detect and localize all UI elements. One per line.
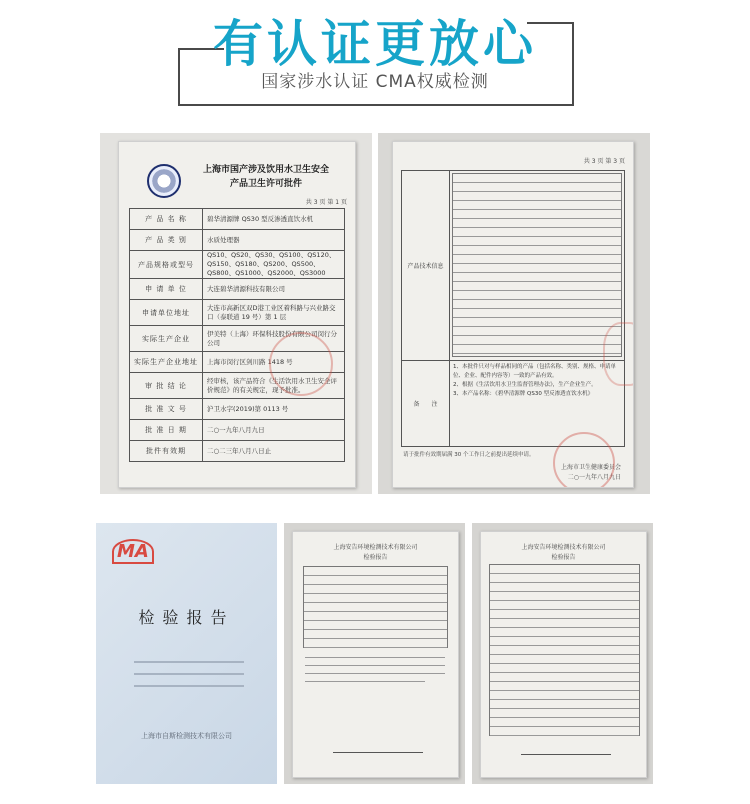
- permit-row-value: QS10、QS20、QS30、QS100、QS120、QS150、QS180、QS200、QS500、QS800、QS1000、QS2000、QS3000: [203, 251, 345, 279]
- grid-row: [453, 327, 621, 336]
- permit-photo: [100, 133, 372, 494]
- permit-row-label: 实际生产企业: [130, 326, 203, 352]
- permit-row: [130, 300, 345, 326]
- permit-row: [130, 230, 345, 251]
- grid-row: [453, 318, 621, 327]
- tech-info-data-cell: [450, 171, 625, 361]
- permit-title-line2: 产品卫生许可批件: [229, 179, 302, 189]
- permit-row-value: 大连碧华清源科技有限公司: [203, 279, 345, 300]
- grid-row: [490, 574, 639, 583]
- permit-row-label: 产品规格或型号: [130, 251, 203, 279]
- permit-row-label: 申 请 单 位: [130, 279, 203, 300]
- tech-page-number: 共 3 页 第 3 页: [583, 158, 625, 165]
- grid-row: [453, 336, 621, 345]
- tech-issuer: 上海市卫生健康委员会: [560, 464, 621, 471]
- permit-row-value: 水质处理器: [203, 230, 345, 251]
- permit-row-label: 产 品 类 别: [130, 230, 203, 251]
- permit-row: [130, 209, 345, 230]
- report-cover-document: [96, 523, 277, 784]
- grid-row: [453, 345, 621, 354]
- grid-row: [304, 585, 447, 594]
- national-emblem-seal: [147, 164, 181, 198]
- grid-row: [453, 219, 621, 228]
- grid-row: [453, 246, 621, 255]
- permit-row-label: 批件有效期: [130, 441, 203, 462]
- cma-logo-text: MA: [112, 539, 154, 564]
- report2-text-line-1: [305, 657, 445, 658]
- grid-row: [490, 637, 639, 646]
- grid-row: [453, 273, 621, 282]
- grid-row: [453, 309, 621, 318]
- grid-row: [304, 594, 447, 603]
- report2-info-table: [303, 566, 448, 648]
- permit-document: [118, 141, 356, 488]
- permit-row: [130, 441, 345, 462]
- permit-row-label: 申请单位地址: [130, 300, 203, 326]
- permit-red-stamp: [269, 332, 333, 396]
- report2-signature-line: [333, 752, 423, 753]
- tech-red-stamp: [553, 432, 615, 488]
- tech-footer-note: 请于批件有效期届满 30 个工作日之前提出延续申请。: [403, 452, 535, 458]
- page-title: 有认证更放心: [213, 15, 537, 73]
- grid-row: [304, 576, 447, 585]
- grid-row: [453, 174, 621, 183]
- permit-row-value: 大连市高新区双D港工业区着科路与兴业路交口（泰联道 19 号）第 1 层: [203, 300, 345, 326]
- grid-row: [490, 628, 639, 637]
- grid-row: [490, 718, 639, 727]
- grid-row: [490, 655, 639, 664]
- remark-3: 3、本产品名称：《碧华清源牌 QS30 型反渗透直饮水机》: [453, 391, 594, 397]
- grid-row: [490, 727, 639, 736]
- cover-info-line-2: [134, 673, 244, 675]
- grid-row: [490, 691, 639, 700]
- report2-text-line-4: [305, 681, 425, 682]
- grid-row: [490, 646, 639, 655]
- grid-row: [304, 603, 447, 612]
- grid-row: [490, 682, 639, 691]
- report2-text-line-2: [305, 665, 445, 666]
- permit-row-value: 二○一九年八月九日: [203, 420, 345, 441]
- permit-row: [130, 279, 345, 300]
- grid-row: [304, 639, 447, 648]
- permit-row-value: 上海市闵行区剑川路 1418 号: [203, 352, 345, 373]
- report-page3-document: [480, 531, 647, 778]
- grid-row: [453, 192, 621, 201]
- permit-row-label: 批 准 日 期: [130, 420, 203, 441]
- permit-row-value: 经审核，该产品符合《生活饮用水卫生安全评价规范》的有关规定，现予批准。: [203, 373, 345, 399]
- cover-info-line-1: [134, 661, 244, 663]
- grid-row: [453, 228, 621, 237]
- permit-row-value: 伊美特（上海）环保科技股份有限公司闵行分公司: [203, 326, 345, 352]
- grid-row: [490, 664, 639, 673]
- page-subtitle: 国家涉水认证 CMA权威检测: [261, 72, 489, 92]
- permit-row: [130, 399, 345, 420]
- grid-row: [304, 621, 447, 630]
- tech-remarks-cell: [450, 361, 625, 447]
- cover-info-line-3: [134, 685, 244, 687]
- grid-row: [453, 237, 621, 246]
- report-cover-org: 上海市自斯检测技术有限公司: [141, 732, 232, 740]
- grid-row: [490, 565, 639, 574]
- permit-row: [130, 420, 345, 441]
- cma-logo: [112, 541, 154, 562]
- permit-row-value: 碧华清源牌 QS30 型反渗透直饮水机: [203, 209, 345, 230]
- tech-table: [401, 170, 625, 447]
- grid-row: [304, 630, 447, 639]
- grid-row: [453, 282, 621, 291]
- report-page3-photo: [472, 523, 653, 784]
- grid-row: [453, 300, 621, 309]
- tech-info-label: 产品技术信息: [402, 171, 450, 361]
- permit-page-number: 共 3 页 第 1 页: [305, 199, 347, 206]
- report3-org-title: 上海安告环境检测技术有限公司: [521, 544, 606, 551]
- permit-title-line1: 上海市国产涉及饮用水卫生安全: [202, 165, 329, 175]
- tech-info-document: [392, 141, 634, 488]
- grid-row: [453, 210, 621, 219]
- grid-row: [490, 610, 639, 619]
- grid-row: [490, 709, 639, 718]
- report3-result-table: [489, 564, 640, 736]
- report2-doc-title: 检验报告: [363, 554, 388, 561]
- report3-doc-title: 检验报告: [551, 554, 576, 561]
- grid-row: [490, 619, 639, 628]
- grid-row: [490, 673, 639, 682]
- remark-2: 2、根据《生活饮用水卫生监督管理办法》，生产企业生产。: [453, 382, 597, 388]
- report-cover-photo: [96, 523, 277, 784]
- report2-org-title: 上海安告环境检测技术有限公司: [333, 544, 418, 551]
- permit-row-value: 沪卫水字(2019)第 0113 号: [203, 399, 345, 420]
- grid-row: [453, 264, 621, 273]
- grid-row: [453, 183, 621, 192]
- permit-row-value: 二○二三年八月八日止: [203, 441, 345, 462]
- tech-data-grid: [452, 173, 622, 357]
- tech-info-photo: [378, 133, 650, 494]
- grid-row: [490, 592, 639, 601]
- frame-bottom: [178, 104, 573, 106]
- report2-text-line-3: [305, 673, 445, 674]
- permit-row-label: 审 批 结 论: [130, 373, 203, 399]
- grid-row: [453, 291, 621, 300]
- grid-row: [304, 567, 447, 576]
- permit-row-label: 实际生产企业地址: [130, 352, 203, 373]
- report3-signature-line: [521, 754, 611, 755]
- grid-row: [304, 612, 447, 621]
- tech-remarks-label: 备 注: [402, 361, 450, 447]
- permit-row-label: 批 准 文 号: [130, 399, 203, 420]
- permit-row-label: 产 品 名 称: [130, 209, 203, 230]
- grid-row: [490, 700, 639, 709]
- permit-row: [130, 251, 345, 279]
- report-page2-document: [292, 531, 459, 778]
- grid-row: [453, 201, 621, 210]
- grid-row: [490, 601, 639, 610]
- tech-side-stamp: [603, 322, 634, 386]
- tech-issue-date: 二○一九年八月九日: [567, 474, 621, 481]
- report-page2-photo: [284, 523, 465, 784]
- grid-row: [453, 255, 621, 264]
- grid-row: [490, 583, 639, 592]
- remark-1: 1、本批件只对与样品相同的产品（包括名称、类别、规格、申请单位、企业、配件内容等）一致的产品有效。: [453, 364, 617, 379]
- report-cover-title: 检验报告: [138, 608, 235, 627]
